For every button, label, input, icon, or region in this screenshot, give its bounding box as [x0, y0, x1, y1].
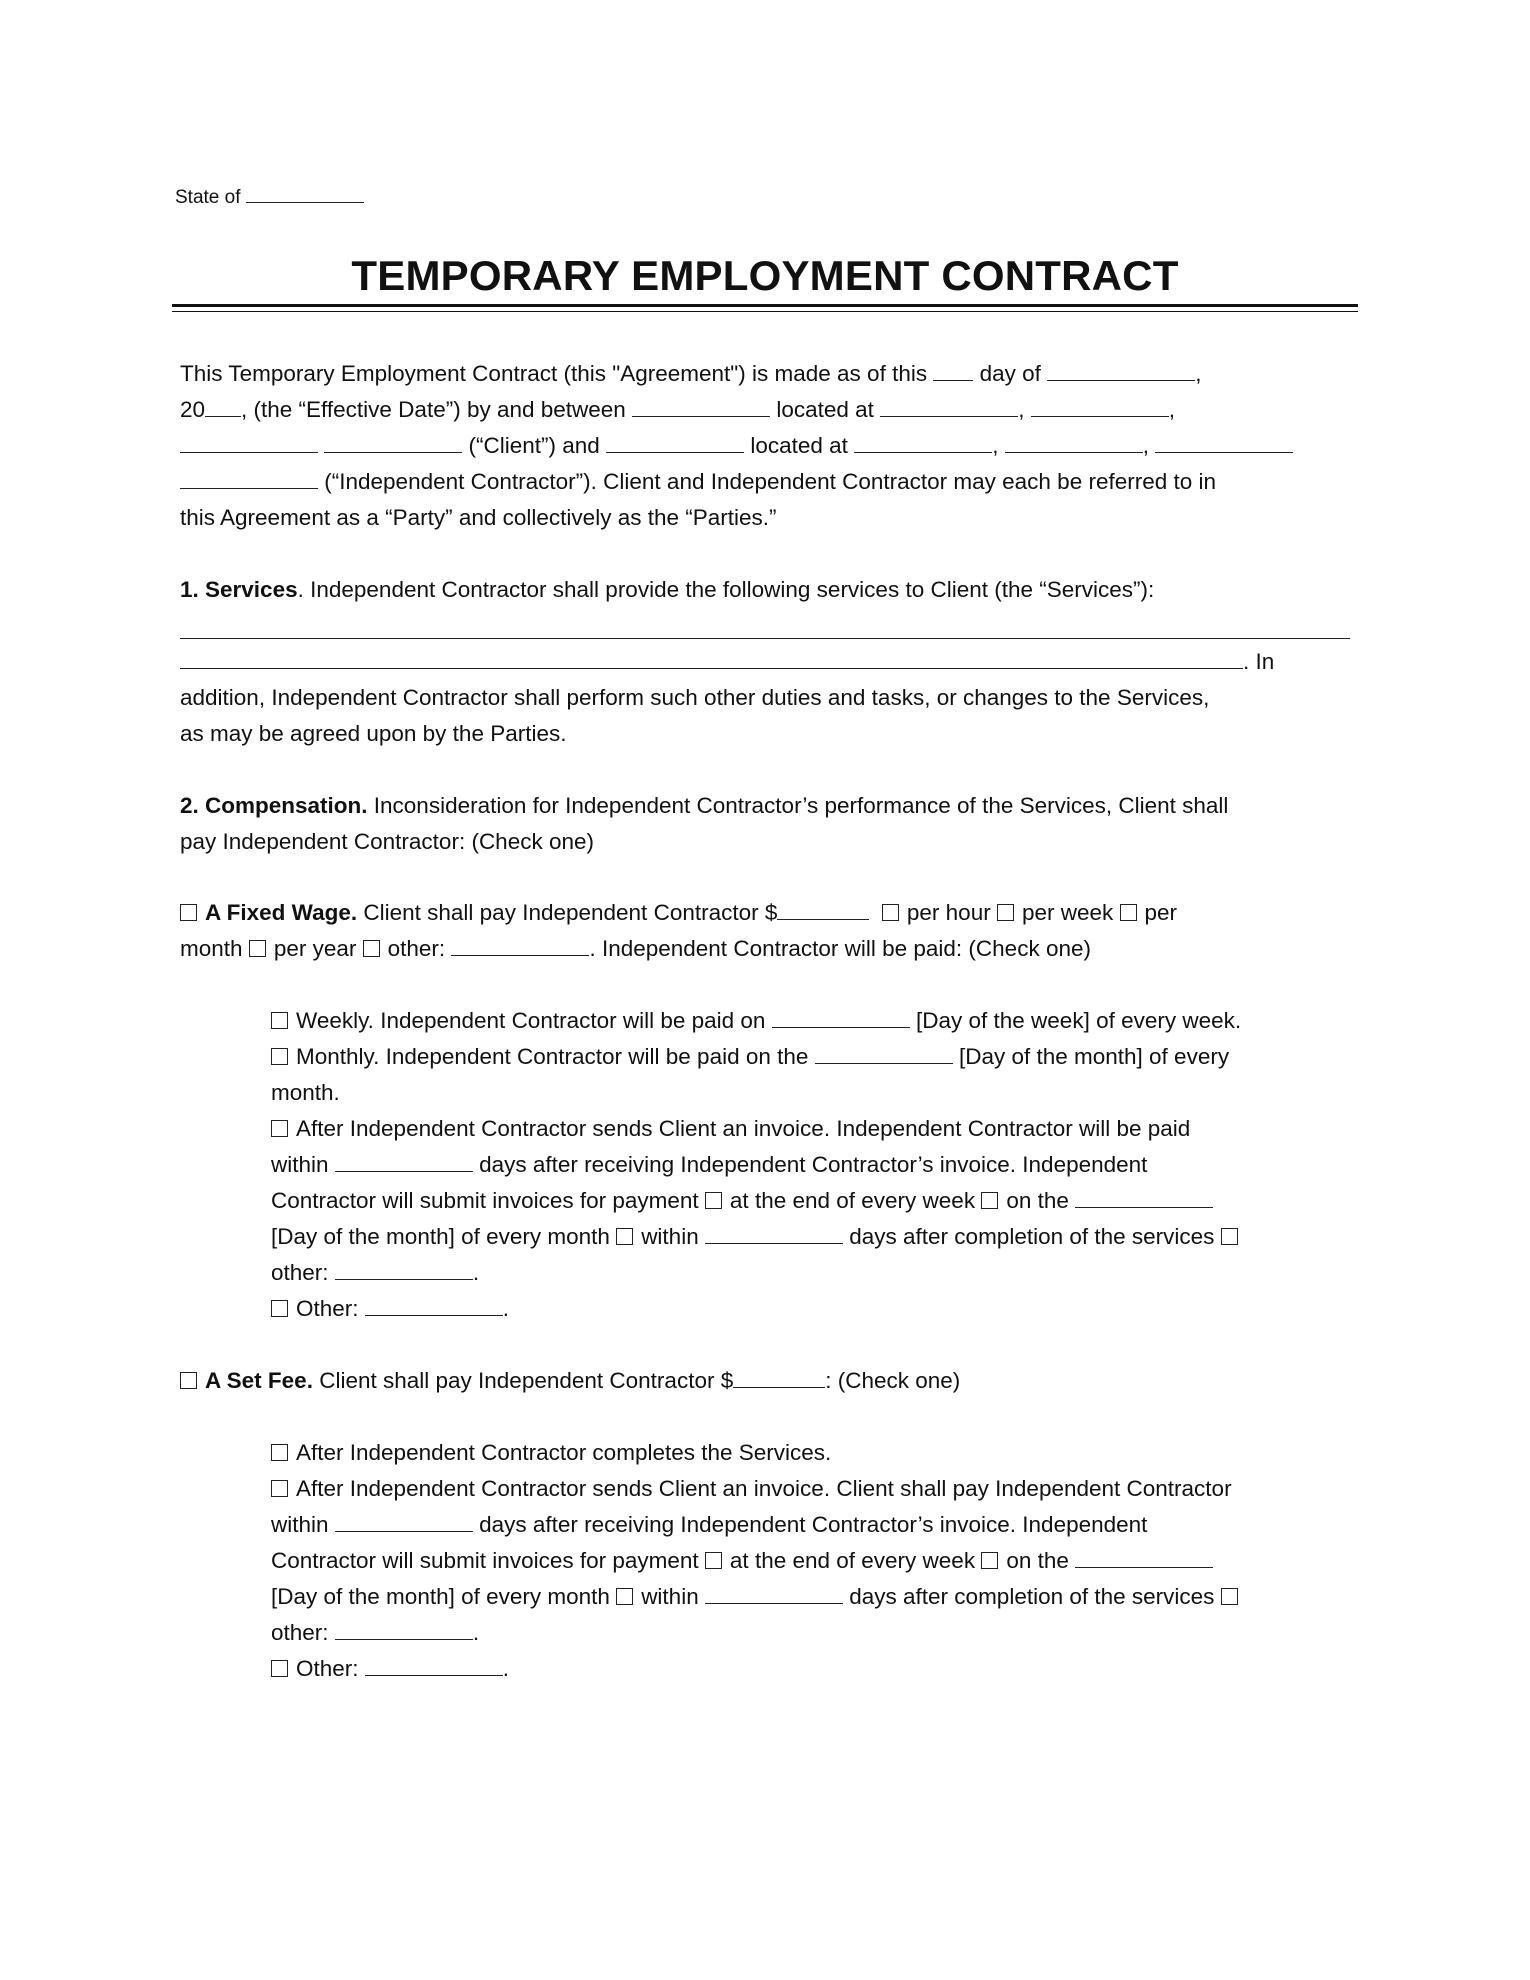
intro-text: , [1195, 361, 1202, 386]
fee-other-label: Other: [296, 1656, 359, 1681]
fixed-wage-text: . Independent Contractor will be paid: (Check one) [589, 936, 1091, 961]
intro-text: , [992, 433, 999, 458]
fee-invoice-text: within [641, 1584, 699, 1609]
set-fee-checkbox[interactable] [180, 1372, 197, 1389]
contractor-zip-blank[interactable] [180, 466, 318, 489]
month-day-blank[interactable] [815, 1041, 953, 1064]
on-the-day-checkbox[interactable] [981, 1192, 998, 1209]
fee-after-option [271, 1435, 831, 1471]
compensation-line-1 [180, 788, 1228, 824]
intro-text: (“Independent Contractor”). Client and Independent Contractor may each be referred to in [324, 469, 1217, 494]
period: . [472, 1620, 480, 1645]
client-city-blank[interactable] [1031, 394, 1169, 417]
intro-text: 20 [180, 397, 206, 422]
intro-text: , (the “Effective Date”) by and between [241, 397, 626, 422]
fee-invoice-text: at the end of every week [729, 1548, 976, 1573]
invoice-text: other: [271, 1260, 329, 1285]
weekly-option [271, 1003, 1241, 1039]
compensation-heading: 2. Compensation. [180, 793, 368, 818]
invoice-option-line-5 [271, 1255, 479, 1291]
weekly-checkbox[interactable] [271, 1012, 288, 1029]
fee-amount-blank[interactable] [733, 1365, 825, 1388]
fee-invoice-line-2 [271, 1507, 1147, 1543]
services-heading: 1. Services [180, 577, 298, 602]
fixed-wage-checkbox[interactable] [180, 904, 197, 921]
set-fee-text: Client shall pay Independent Contractor $ [312, 1368, 734, 1393]
wage-amount-blank[interactable] [777, 897, 869, 920]
fixed-wage-line-2 [180, 931, 1091, 967]
monthly-text: [Day of the month] of every [958, 1044, 1230, 1069]
fixed-wage-line-1 [180, 895, 1177, 931]
services-line-3: addition, Independent Contractor shall perform such other duties and tasks, or changes to the Services, [180, 685, 1210, 710]
other-rate-checkbox[interactable] [363, 940, 380, 957]
intro-line-3 [180, 428, 1293, 464]
services-text: . Independent Contractor shall provide the following services to Client (the “Services”): [297, 577, 1155, 602]
per-year-label: per year [273, 936, 357, 961]
client-zip-blank[interactable] [324, 430, 462, 453]
intro-text: day of [979, 361, 1041, 386]
fee-invoice-text: Contractor will submit invoices for payment [271, 1548, 699, 1573]
invoice-text: [Day of the month] of every month [271, 1224, 610, 1249]
other-rate-blank[interactable] [451, 933, 589, 956]
end-of-week-checkbox[interactable] [705, 1192, 722, 1209]
period: . [472, 1260, 480, 1285]
contractor-city-blank[interactable] [1005, 430, 1143, 453]
intro-text: This Temporary Employment Contract (this "Agreement") is made as of this [180, 361, 928, 386]
fee-completion-days-blank[interactable] [705, 1581, 843, 1604]
invoice-text: at the end of every week [729, 1188, 976, 1213]
within-days-checkbox[interactable] [616, 1228, 633, 1245]
compensation-text: Inconsideration for Independent Contractor’s performance of the Services, Client shall [367, 793, 1229, 818]
monthly-option [271, 1039, 1229, 1075]
fee-invoice-days-blank[interactable] [335, 1509, 473, 1532]
services-line-1 [180, 572, 1154, 608]
per-year-checkbox[interactable] [249, 940, 266, 957]
day-blank[interactable] [933, 358, 973, 381]
weekly-text: [Day of the week] of every week. [915, 1008, 1242, 1033]
invoice-option-line-4 [271, 1219, 1246, 1255]
intro-line-5: this Agreement as a “Party” and collectively as the “Parties.” [180, 505, 777, 530]
fee-after-text: After Independent Contractor completes the Services. [296, 1440, 832, 1465]
per-month-checkbox[interactable] [1120, 904, 1137, 921]
intro-text: located at [750, 433, 848, 458]
intro-text: , [1142, 433, 1149, 458]
contractor-name-blank[interactable] [606, 430, 744, 453]
fee-other-option [271, 1651, 509, 1687]
set-fee-text: : (Check one) [825, 1368, 961, 1393]
other-option [271, 1291, 509, 1327]
fee-invoice-text: days after completion of the services [849, 1584, 1215, 1609]
fee-invoice-other-checkbox[interactable] [1221, 1588, 1238, 1605]
contractor-address-blank[interactable] [854, 430, 992, 453]
fee-invoice-text: on the [1006, 1548, 1069, 1573]
fee-invoice-line-4 [271, 1579, 1246, 1615]
contractor-state-blank[interactable] [1155, 430, 1293, 453]
fixed-wage-text: Client shall pay Independent Contractor $ [357, 900, 778, 925]
period: . [502, 1656, 510, 1681]
per-week-checkbox[interactable] [997, 904, 1014, 921]
invoice-month-day-blank[interactable] [1075, 1185, 1213, 1208]
monthly-text: Monthly. Independent Contractor will be paid on the [296, 1044, 809, 1069]
intro-text: , [1018, 397, 1025, 422]
invoice-text: days after completion of the services [849, 1224, 1215, 1249]
set-fee-line-1 [180, 1363, 960, 1399]
fee-invoice-line-5 [271, 1615, 479, 1651]
fee-invoice-text: other: [271, 1620, 329, 1645]
services-line-4: as may be agreed upon by the Parties. [180, 721, 567, 746]
client-address-blank[interactable] [880, 394, 1018, 417]
per-hour-checkbox[interactable] [882, 904, 899, 921]
state-blank[interactable] [246, 184, 364, 203]
fee-end-of-week-checkbox[interactable] [705, 1552, 722, 1569]
per-week-label: per week [1021, 900, 1114, 925]
invoice-other-checkbox[interactable] [1221, 1228, 1238, 1245]
state-label: State of [175, 187, 241, 208]
invoice-text: within [641, 1224, 699, 1249]
monthly-checkbox[interactable] [271, 1048, 288, 1065]
weekly-text: Weekly. Independent Contractor will be paid on [296, 1008, 766, 1033]
services-line-2 [180, 644, 1274, 680]
title-rule-thick [172, 304, 1358, 307]
per-month-label: per [1144, 900, 1178, 925]
invoice-checkbox[interactable] [271, 1120, 288, 1137]
fee-month-day-blank[interactable] [1075, 1545, 1213, 1568]
fee-invoice-line-1 [271, 1471, 1232, 1507]
intro-line-1 [180, 356, 1201, 392]
compensation-line-2: pay Independent Contractor: (Check one) [180, 829, 594, 854]
fee-other-checkbox[interactable] [271, 1660, 288, 1677]
invoice-days-blank[interactable] [335, 1149, 473, 1172]
month-blank[interactable] [1047, 358, 1195, 381]
fee-after-checkbox[interactable] [271, 1444, 288, 1461]
year-blank[interactable] [205, 394, 241, 417]
invoice-option-line-1 [271, 1111, 1190, 1147]
invoice-text: on the [1006, 1188, 1069, 1213]
intro-text: located at [776, 397, 874, 422]
other-rate-label: other: [387, 936, 446, 961]
client-state-blank[interactable] [180, 430, 318, 453]
document-title: TEMPORARY EMPLOYMENT CONTRACT [351, 252, 1179, 299]
intro-text: (“Client”) and [468, 433, 600, 458]
fee-invoice-text: [Day of the month] of every month [271, 1584, 610, 1609]
fee-invoice-checkbox[interactable] [271, 1480, 288, 1497]
other-option-label: Other: [296, 1296, 359, 1321]
weekday-blank[interactable] [772, 1005, 910, 1028]
other-option-blank[interactable] [365, 1293, 503, 1316]
other-option-checkbox[interactable] [271, 1300, 288, 1317]
invoice-text: After Independent Contractor sends Client an invoice. Independent Contractor will be paid [296, 1116, 1191, 1141]
intro-text: , [1168, 397, 1175, 422]
services-blank-line-1[interactable] [180, 638, 1350, 639]
fee-within-days-checkbox[interactable] [616, 1588, 633, 1605]
client-name-blank[interactable] [632, 394, 770, 417]
per-hour-label: per hour [906, 900, 991, 925]
invoice-text: within [271, 1152, 329, 1177]
fee-other-blank[interactable] [365, 1653, 503, 1676]
fee-invoice-line-3 [271, 1543, 1213, 1579]
title-rule-thin [172, 311, 1358, 312]
fee-invoice-other-blank[interactable] [335, 1617, 473, 1640]
fee-invoice-text: days after receiving Independent Contractor’s invoice. Independent [479, 1512, 1148, 1537]
intro-line-2 [180, 392, 1175, 428]
invoice-option-line-2 [271, 1147, 1147, 1183]
fixed-wage-text: month [180, 936, 243, 961]
intro-line-4 [180, 464, 1216, 500]
fixed-wage-heading: A Fixed Wage. [205, 900, 358, 925]
services-text: . In [1243, 649, 1275, 674]
services-blank-line-2[interactable] [180, 646, 1243, 669]
invoice-text: Contractor will submit invoices for payment [271, 1188, 699, 1213]
invoice-text: days after receiving Independent Contractor’s invoice. Independent [479, 1152, 1148, 1177]
fee-on-the-day-checkbox[interactable] [981, 1552, 998, 1569]
monthly-option-cont: month. [271, 1080, 340, 1105]
invoice-option-line-3 [271, 1183, 1213, 1219]
fee-invoice-text: within [271, 1512, 329, 1537]
fee-invoice-text: After Independent Contractor sends Client an invoice. Client shall pay Independent Contractor [296, 1476, 1232, 1501]
invoice-other-blank[interactable] [335, 1257, 473, 1280]
period: . [502, 1296, 510, 1321]
set-fee-heading: A Set Fee. [205, 1368, 313, 1393]
state-line [175, 184, 364, 209]
completion-days-blank[interactable] [705, 1221, 843, 1244]
